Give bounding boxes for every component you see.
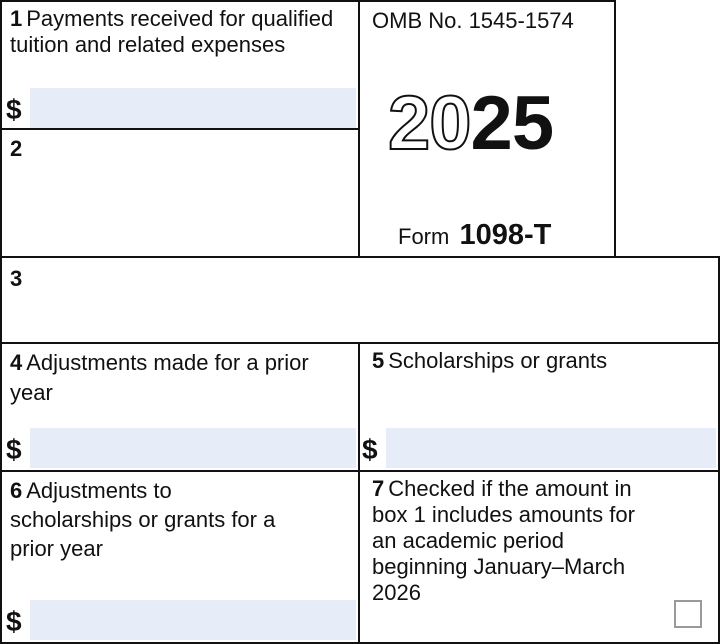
box5-label xyxy=(372,348,712,374)
box7-text: Checked if the amount in box 1 includes amounts for an academic period beginning January–March 2026 xyxy=(372,476,635,605)
box1-label xyxy=(10,6,350,58)
tax-year xyxy=(388,81,554,166)
tax-year-suffix: 25 xyxy=(470,81,554,166)
box3-input[interactable] xyxy=(30,296,710,336)
rule-right-upper xyxy=(614,0,616,258)
rule-left xyxy=(0,0,2,644)
box1-text: Payments received for qualified tuition and related expenses xyxy=(10,6,334,57)
box5-currency: $ xyxy=(362,434,378,465)
box1-number: 1 xyxy=(10,6,23,31)
box6-amount-input[interactable] xyxy=(30,600,356,640)
box5-text: Scholarships or grants xyxy=(388,348,608,373)
omb-number: OMB No. 1545-1574 xyxy=(372,8,574,33)
box3-number: 3 xyxy=(10,266,23,291)
box4-currency: $ xyxy=(6,434,22,465)
box5-amount-input[interactable] xyxy=(386,428,716,468)
rule-row3-top xyxy=(0,256,720,258)
form-word: Form xyxy=(398,224,450,249)
box2-input[interactable] xyxy=(30,170,350,246)
box4-amount-input[interactable] xyxy=(30,428,356,468)
rule-top xyxy=(0,0,616,2)
rule-box1-bottom xyxy=(0,128,360,130)
box6-label xyxy=(10,476,300,563)
box7-label xyxy=(372,476,654,606)
box5-number: 5 xyxy=(372,348,385,373)
rule-mid-lower xyxy=(358,342,360,644)
box2-label xyxy=(10,136,26,162)
box6-text: Adjustments to scholarships or grants for a prior year xyxy=(10,478,276,561)
box6-currency: $ xyxy=(6,606,22,637)
box4-text: Adjustments made for a prior year xyxy=(10,350,309,405)
rule-row4-top xyxy=(0,342,720,344)
rule-row6-top xyxy=(0,470,720,472)
form-number: 1098-T xyxy=(459,219,552,251)
box2-number: 2 xyxy=(10,136,23,161)
box3-label xyxy=(10,266,26,292)
box4-number: 4 xyxy=(10,350,23,375)
box1-currency: $ xyxy=(6,94,22,125)
box7-checkbox[interactable] xyxy=(674,600,702,628)
box1-amount-input[interactable] xyxy=(30,88,356,128)
box4-label xyxy=(10,348,320,408)
box7-number: 7 xyxy=(372,476,385,501)
box6-number: 6 xyxy=(10,478,23,503)
form-name xyxy=(398,220,551,252)
tax-year-prefix: 20 xyxy=(388,81,471,166)
